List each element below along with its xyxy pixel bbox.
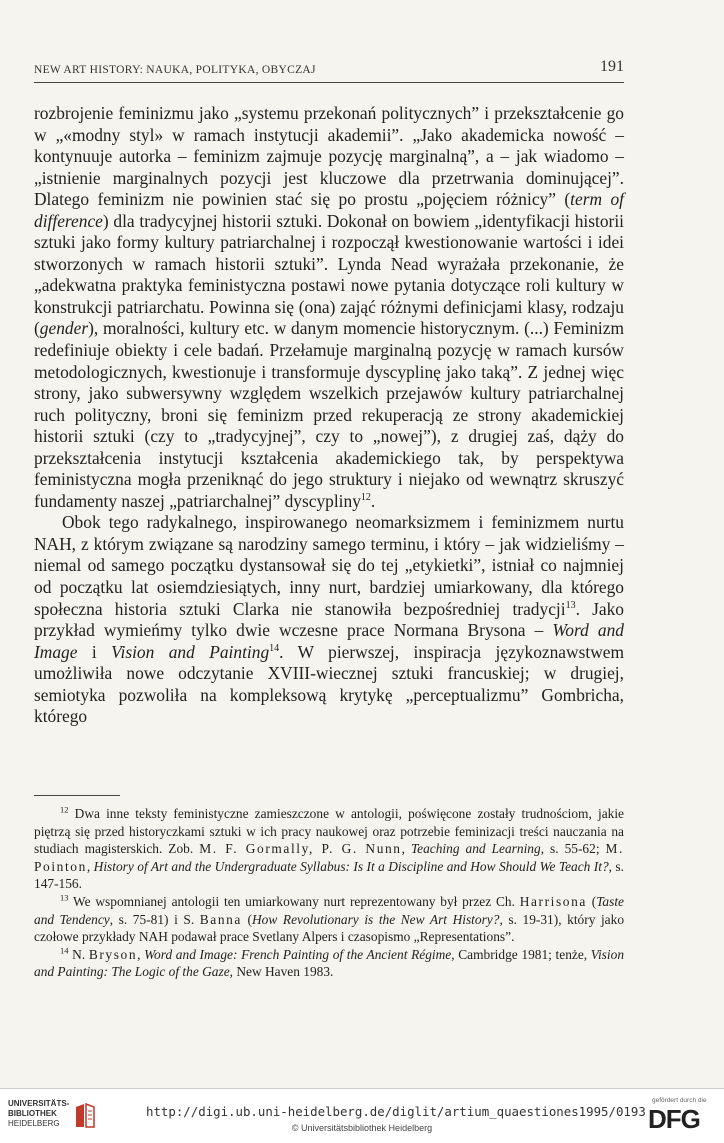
copyright-notice: © Universitätsbibliothek Heidelberg [291, 1123, 433, 1133]
paragraph: rozbrojenie feminizmu jako „systemu przekonań politycznych” i przekształcenie go w „«modny styl» w ramach instytucji akademii”. „Jako akademicka nowość – kontynuuje autorka – feminizm zajmuje pozycję marginalną”, a – jak wiadomo – „istnienie marginalnych pozycji jest kluczowe dla przetrwania dominującej”. Dlatego feminizm nie powinien stać się po prostu „pojęciem różnicy” (term of difference) dla tradycyjnej historii sztuki. Dokonał on bowiem „identyfikacji historii sztuki jako formy kultury patriarchalnej i rozpoczął kwestionowanie wartości i idei stworzonych w ramach historii sztuki”. Lynda Nead wyrażała przekonanie, że „adekwatna praktyka feministyczna postawi nowe pytania dotyczące roli kultury w konstrukcji patriarchatu. Powinna się (ona) zająć różnymi definicjami klasy, rodzaju (gender), moralności, kultury etc. w danym momencie historycznym. (...) Feminizm redefiniuje obiekty i cele badań. Przełamuje marginalną pozycję w ramach kursów metodologicznych, kwestionuje i transformuje dyscyplinę jako taką”. Z jednej więc strony, jako subwersywny względem wszelkich przejawów kultury patriarchalnej ruch polityczny, broni się feminizm przed rekuperacją ze strony akademickiej historii sztuki (czy to „tradycyjnej”, czy to „nowej”), z drugiej zaś, dąży do przekształcenia instytucji kształcenia akademickiego tak, by perspektywa feministyczna mogła przeniknąć do jego struktury i niejako od wewnątrz skruszyć fundamenty naszej „patriarchalnej” dyscypliny$^{12}$. [34, 103, 624, 511]
funding-note: gefördert durch die [652, 1097, 707, 1104]
running-header-title: NEW ART HISTORY: NAUKA, POLITYKA, OBYCZAJ [34, 64, 316, 76]
footnotes [34, 805, 624, 981]
footnote-ref: 13 [565, 599, 576, 611]
permalink-url[interactable]: http://digi.ub.uni-heidelberg.de/diglit/artium_quaestiones1995/0193 [146, 1104, 646, 1119]
footnote-divider [34, 795, 120, 796]
library-logo[interactable]: UNIVERSITÄTS- BIBLIOTHEK HEIDELBERG [8, 1099, 70, 1128]
main-text [34, 103, 624, 728]
paragraph: Obok tego radykalnego, inspirowanego neomarksizmem i feminizmem nurtu NAH, z którym związane są narodziny samego terminu, i który – jak widzieliśmy – niemal od samego początku dystansował się do tej „etykietki”, istniał co najmniej od początku lat osiemdziesiątych, inny nurt, bardziej umiarkowany, dla którego społeczna historia sztuki Clarka nie stanowiła bezpośredniej tradycji$^{13}$. Jako przykład wymieńmy tylko dwie wczesne prace Normana Brysona – Word and Image i Vision and Painting$^{14}$. W pierwszej, inspiracja językoznawstwem umożliwiła nowe odczytanie XVIII-wiecznej sztuki francuskiej; w drugiej, semiotyka pozwoliła na kompleksową krytykę „perceptualizmu” Gombricha, którego [34, 512, 624, 727]
viewer-footer [0, 1088, 724, 1143]
footnote-ref: 12 [360, 492, 371, 504]
dfg-logo[interactable]: DFG [648, 1104, 700, 1134]
footnote-ref: 14 [269, 642, 280, 654]
running-header [34, 58, 624, 83]
footnote-13: $^{13}$ We wspomnianej antologii ten umiarkowany nurt reprezentowany był przez Ch. Harrisona (Taste and Tendency, s. 75-81) i S. Banna (How Revolutionary is the New Art History?, s. 19-31), który jako czołowe przykłady NAH podawał prace Svetlany Alpers i czasopismo „Representations”. [34, 892, 625, 945]
footnote-12: $^{12}$ Dwa inne teksty feministyczne zamieszczone w antologii, poświęcone zostały trudnościom, jakie piętrzą się przed historyczkami sztuki w ich pracy naukowej oraz potrzebie feminizacji treści nauczania na studiach magisterskich. Zob. M. F. Gormally, P. G. Nunn, Teaching and Learning, s. 55-62; M. Pointon, History of Art and the Undergraduate Syllabus: Is It a Discipline and How Should We Teach It?, s. 147-156. [34, 804, 624, 892]
footnote-14: $^{14}$ N. Bryson, Word and Image: French Painting of the Ancient Régime, Cambridge 1981; tenże, Vision and Painting: The Logic of the Gaze, New Haven 1983. [34, 945, 625, 980]
page-number: 191 [600, 58, 624, 75]
